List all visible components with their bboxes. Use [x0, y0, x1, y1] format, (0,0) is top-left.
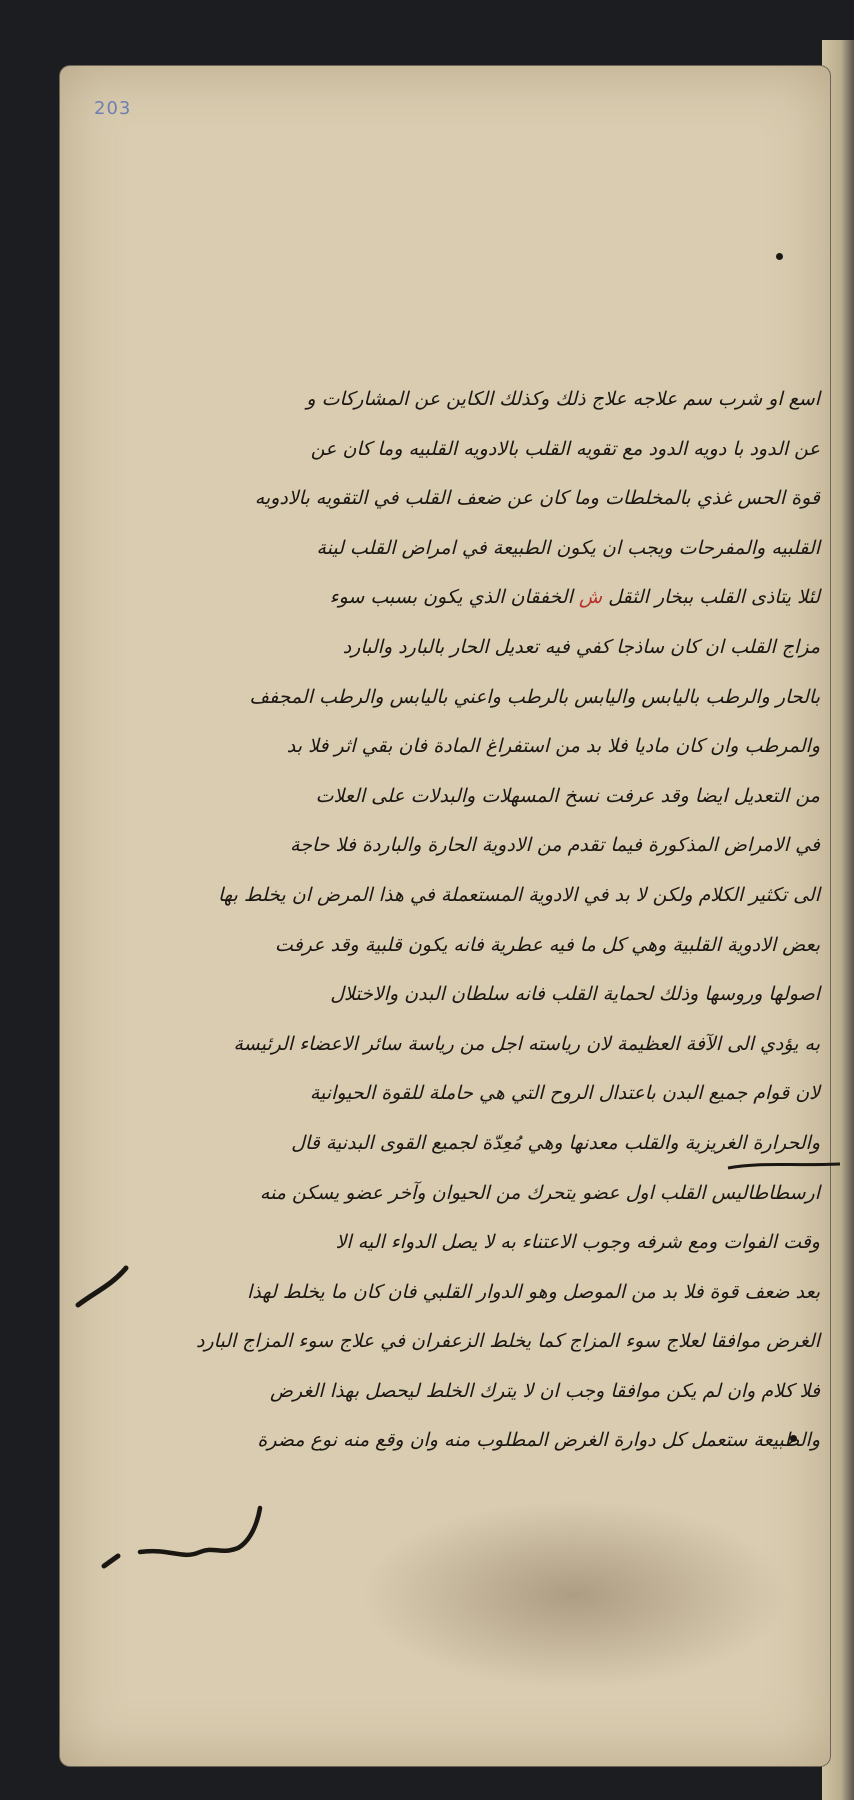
text-line: القلبيه والمفرحات ويجب ان يكون الطبيعة في امراض القلب لينة: [316, 536, 820, 559]
text-line: ارسطاطاليس القلب اول عضو يتحرك من الحيوان وآخر عضو يسكن منه: [259, 1181, 820, 1204]
text-line: مزاج القلب ان كان ساذجا كفي فيه تعديل الحار بالبارد والبارد: [342, 635, 820, 658]
text-line: [329, 573, 820, 623]
text-line: والطبيعة ستعمل كل دوارة الغرض المطلوب منه وان وقع منه نوع مضرة: [257, 1429, 820, 1452]
rubric-marker: ش: [578, 586, 603, 609]
folio-number: 203: [94, 98, 132, 119]
text-line: والمرطب وان كان ماديا فلا بد من استفراغ المادة فان بقي اثر فلا بد: [286, 735, 820, 758]
text-line: بعض الادوية القلبية وهي كل ما فيه عطرية فانه يكون قلبية وقد عرفت: [274, 933, 820, 956]
text-line: في الامراض المذكورة فيما تقدم من الادوية الحارة والباردة فلا حاجة: [290, 834, 820, 857]
text-line: قوة الحس غذي بالمخلطات وما كان عن ضعف القلب في التقويه بالادويه: [254, 487, 820, 510]
ink-dot: [776, 253, 783, 260]
text-line: الى تكثير الكلام ولكن لا بد في الادوية المستعملة في هذا المرض ان يخلط بها: [217, 883, 820, 906]
text-line: والحرارة الغريزية والقلب معدنها وهي مُعِدّة لجميع القوى البدنية قال: [291, 1131, 820, 1154]
text-segment: الخفقان الذي يكون بسبب سوء: [329, 586, 573, 609]
text-line: بالحار والرطب باليابس واليابس بالرطب واعني باليابس والرطب المجفف: [249, 685, 820, 708]
text-segment: لئلا يتاذى القلب ببخار الثقل: [608, 586, 820, 609]
text-line: من التعديل ايضا وقد عرفت نسخ المسهلات والبدلات على العلات: [315, 784, 820, 807]
manuscript-text: [196, 375, 820, 1466]
text-line: لان قوام جميع البدن باعتدال الروح التي هي حاملة للقوة الحيوانية: [309, 1082, 820, 1105]
text-line: به يؤدي الى الآفة العظيمة لان رياسته اجل من رياسة سائر الاعضاء الرئيسة: [233, 1032, 820, 1055]
text-line: فلا كلام وان لم يكن موافقا وجب ان لا يترك الخلط ليحصل بهذا الغرض: [269, 1379, 820, 1402]
text-line: وقت الفوات ومع شرفه وجوب الاعتناء به لا يصل الدواء اليه الا: [335, 1231, 820, 1254]
text-line: عن الدود با دويه الدود مع تقويه القلب بالادويه القلبيه وما كان عن: [310, 437, 820, 460]
text-line: اسع او شرب سم علاجه علاج ذلك وكذلك الكاين عن المشاركات و: [306, 388, 820, 410]
text-line: اصولها وروسها وذلك لحماية القلب فانه سلطان البدن والاختلال: [330, 983, 820, 1006]
text-line: بعد ضعف قوة فلا بد من الموصل وهو الدوار القلبي فان كان ما يخلط لهذا: [247, 1280, 820, 1303]
water-stain: [360, 1500, 790, 1690]
text-line: الغرض موافقا لعلاج سوء المزاج كما يخلط الزعفران في علاج سوء المزاج البارد: [196, 1330, 820, 1353]
